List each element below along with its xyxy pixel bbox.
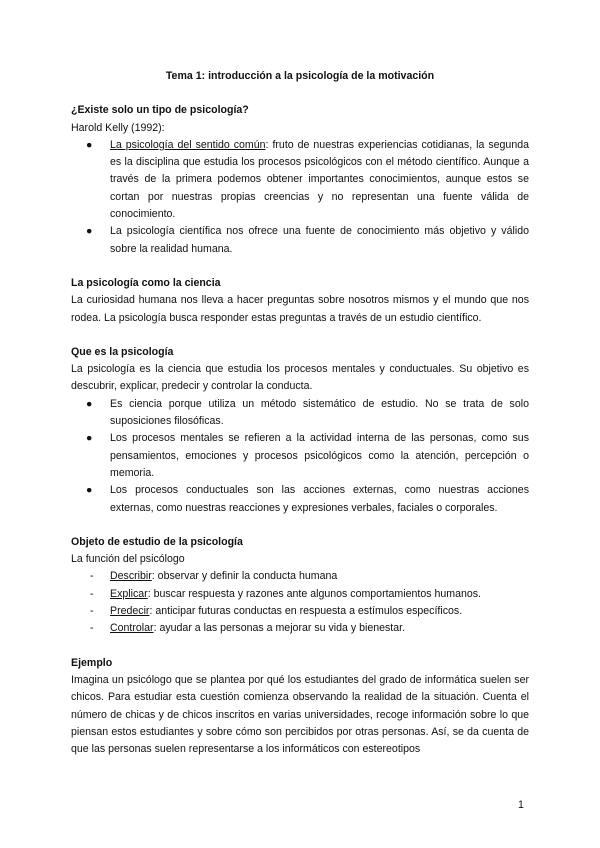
- section-heading: Que es la psicología: [71, 345, 174, 358]
- list-item-text: : observar y definir la conducta humana: [151, 570, 338, 583]
- list-item: [71, 396, 529, 431]
- list-item: [71, 620, 529, 637]
- bullet-icon: ●: [86, 484, 93, 497]
- section-heading: Ejemplo: [71, 656, 113, 669]
- page-number: 1: [518, 799, 524, 811]
- dash-icon: -: [90, 605, 94, 618]
- dash-list: [71, 568, 529, 637]
- dash-icon: -: [90, 622, 94, 635]
- bullet-icon: ●: [86, 397, 93, 410]
- underlined-term: Explicar: [110, 587, 148, 600]
- underlined-term: Describir: [110, 570, 152, 583]
- list-item-text: : buscar respuesta y razones ante algunos comportamientos humanos.: [147, 587, 481, 600]
- list-item: [71, 223, 529, 258]
- paragraph-intro: Harold Kelly (1992):: [71, 121, 165, 134]
- section-heading: La psicología como la ciencia: [71, 276, 221, 289]
- bullet-icon: ●: [86, 138, 93, 151]
- paragraph: La psicología es la ciencia que estudia los procesos mentales y conductuales. Su objetivo es descubrir, explicar, predecir y controlar la conducta.: [71, 363, 529, 393]
- list-item-text: Los procesos conductuales son las acciones externas, como nuestras acciones externas, como nuestras reacciones y expresiones verbales, faciales o corporales.: [110, 484, 529, 514]
- list-item-text: Es ciencia porque utiliza un método sistemático de estudio. No se trata de solo suposiciones filosóficas.: [110, 397, 529, 428]
- dash-icon: -: [90, 570, 94, 583]
- list-item-text: : fruto de nuestras experiencias cotidianas, la segunda es la disciplina que estudia los procesos psicológicos con el método científico. Aunque a través de la primera podemos obtener importantes conocimientos, aunque estos se cortan por nuestras propias creencias y no representan una fuente válida de conocimiento.: [110, 138, 529, 221]
- underlined-term: Predecir: [110, 605, 150, 618]
- section-tipos-psicologia: [71, 102, 529, 258]
- document-title: Tema 1: introducción a la psicología de la motivación: [165, 70, 435, 82]
- underlined-term: La psicología del sentido común: [110, 138, 266, 151]
- list-item-text: La psicología científica nos ofrece una fuente de conocimiento más objetivo y válido sobre la realidad humana.: [110, 225, 529, 255]
- section-psicologia-ciencia: [71, 275, 529, 327]
- section-heading: ¿Existe solo un tipo de psicología?: [71, 104, 249, 117]
- list-item-text: Los procesos mentales se refieren a la actividad interna de las personas, como sus pensamientos, emociones y procesos psicológicos como la atención, percepción o memoria.: [110, 432, 529, 479]
- paragraph: La curiosidad humana nos lleva a hacer preguntas sobre nosotros mismos y el mundo que nos rodea. La psicología busca responder estas preguntas a través de un estudio científico.: [71, 294, 529, 324]
- paragraph: Imagina un psicólogo que se plantea por qué los estudiantes del grado de informática suelen ser chicos. Para estudiar esta cuestión comienza observando la realidad de la situación. Cuenta el número de chicas y de chicos inscritos en varias universidades, recoge información sobre lo que piensan estos estudiantes y sobre cómo son percibidos por otras personas. Así, se da cuenta de que las personas suelen representarse a los informáticos con estereotipos: [71, 673, 529, 756]
- section-que-es-psicologia: [71, 344, 529, 517]
- document-page: [71, 68, 529, 775]
- list-item-text: : ayudar a las personas a mejorar su vida y bienestar.: [153, 622, 406, 635]
- list-item: [71, 603, 529, 620]
- list-item: [71, 430, 529, 482]
- bullet-list: [71, 396, 529, 517]
- paragraph-intro: La función del psicólogo: [71, 553, 185, 566]
- list-item: [71, 568, 529, 585]
- bullet-icon: ●: [86, 432, 93, 445]
- section-objeto-estudio: [71, 534, 529, 638]
- underlined-term: Controlar: [110, 622, 154, 635]
- list-item: [71, 137, 529, 223]
- bullet-icon: ●: [86, 225, 93, 238]
- list-item: [71, 586, 529, 603]
- section-heading: Objeto de estudio de la psicología: [71, 535, 243, 548]
- section-ejemplo: [71, 655, 529, 759]
- list-item-text: : anticipar futuras conductas en respuesta a estímulos específicos.: [149, 605, 463, 618]
- dash-icon: -: [90, 587, 94, 600]
- list-item: [71, 482, 529, 517]
- bullet-list: [71, 137, 529, 258]
